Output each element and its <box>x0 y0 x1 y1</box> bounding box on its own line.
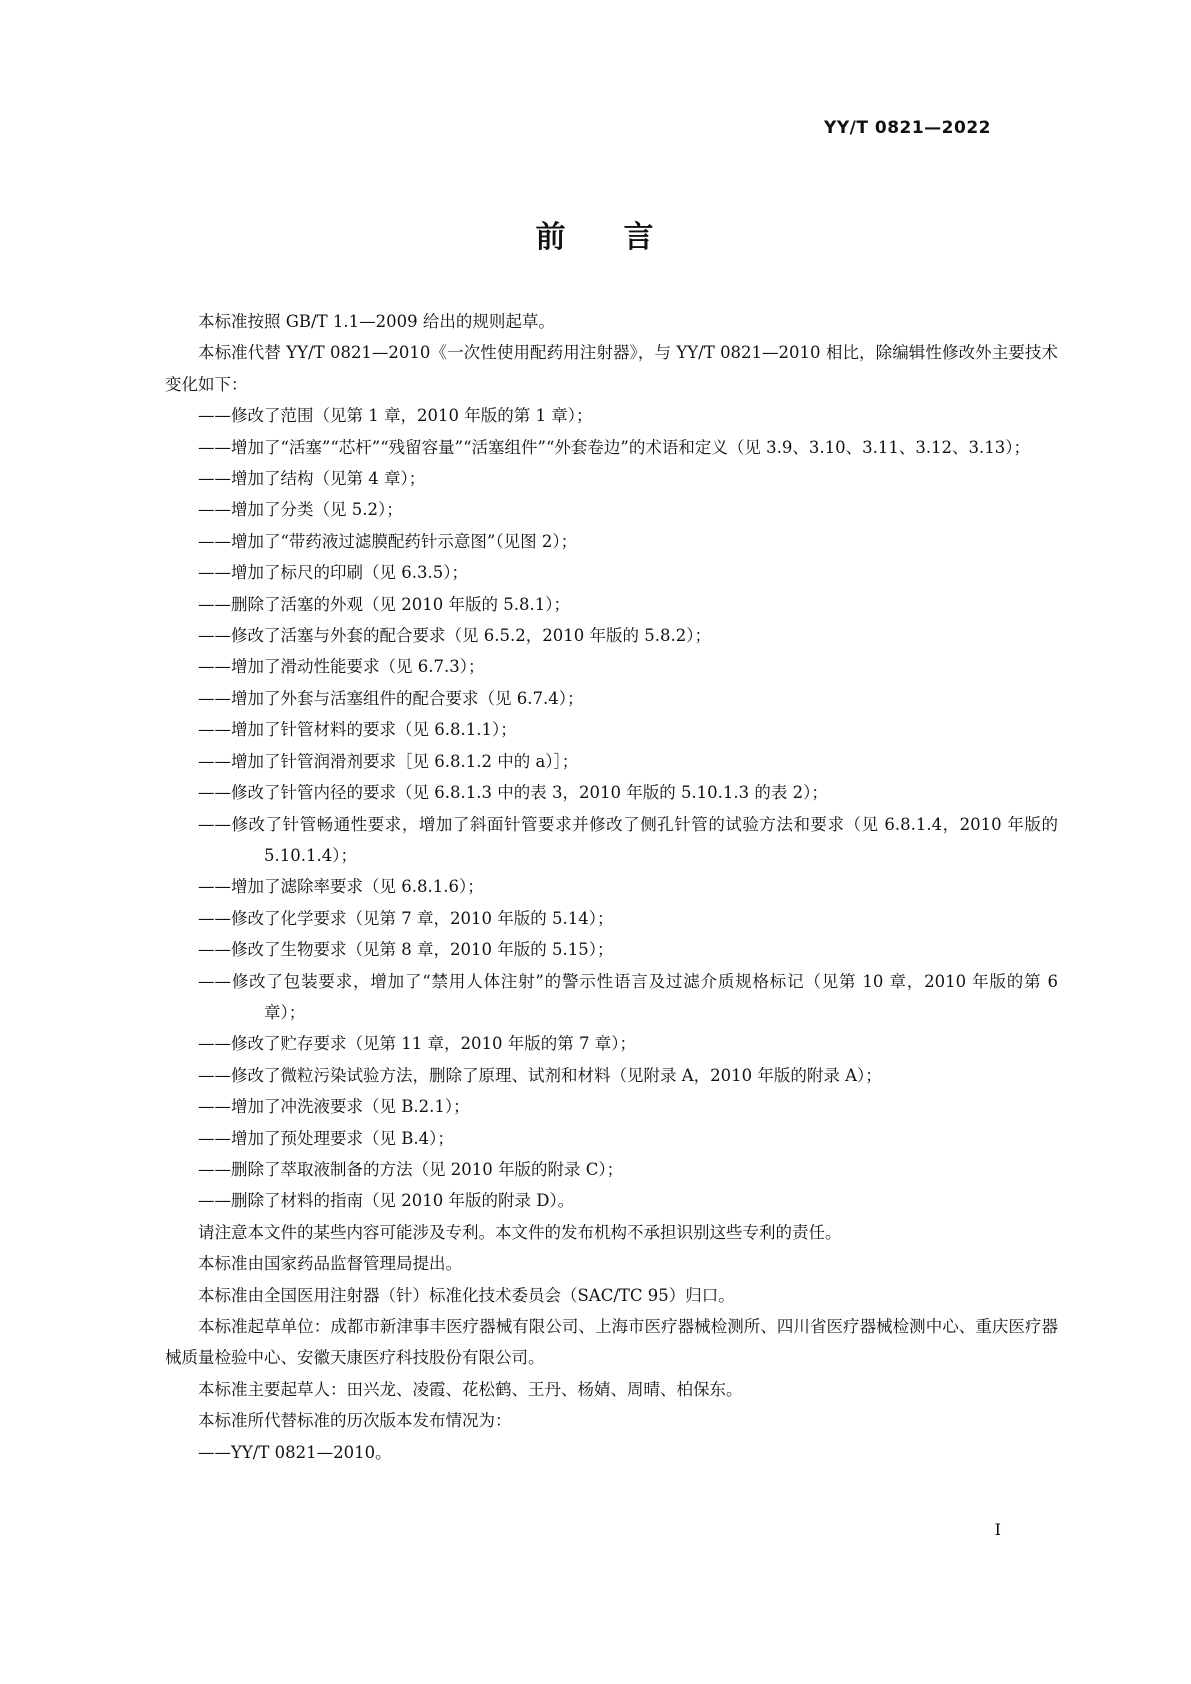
change-item: ——增加了分类（见 5.2）； <box>198 500 403 520</box>
change-item: ——增加了“活塞”“芯杆”“残留容量”“活塞组件”“外套卷边”的术语和定义（见 3.9、3.10、3.11、3.12、3.13）； <box>198 437 1031 457</box>
change-item: ——增加了冲洗液要求（见 B.2.1）； <box>198 1097 470 1117</box>
change-item: ——修改了化学要求（见第 7 章，2010 年版的 5.14）； <box>198 908 614 928</box>
page-title <box>0 212 1191 256</box>
title-char-1: 前 <box>535 220 568 255</box>
change-item: ——增加了“带药液过滤膜配药针示意图”（见图 2）； <box>198 531 578 551</box>
change-item: ——增加了标尺的印刷（见 6.3.5）； <box>198 563 468 583</box>
change-item: ——修改了范围（见第 1 章，2010 年版的第 1 章）； <box>198 406 593 426</box>
change-item: ——增加了外套与活塞组件的配合要求（见 6.7.4）； <box>198 688 584 708</box>
paragraph-patent-notice: 请注意本文件的某些内容可能涉及专利。本文件的发布机构不承担识别这些专利的责任。 <box>198 1222 842 1242</box>
change-item: ——修改了生物要求（见第 8 章，2010 年版的 5.15）； <box>198 940 614 960</box>
change-item: ——增加了滑动性能要求（见 6.7.3）； <box>198 657 485 677</box>
change-item: ——增加了针管润滑剂要求［见 6.8.1.2 中的 a）］； <box>198 751 579 771</box>
change-item: ——删除了萃取液制备的方法（见 2010 年版的附录 C）； <box>198 1159 624 1179</box>
paragraph-drafters: 本标准主要起草人：田兴龙、凌霞、花松鹤、王丹、杨婧、周晴、柏保东。 <box>198 1379 743 1399</box>
paragraph-history-intro: 本标准所代替标准的历次版本发布情况为： <box>198 1411 512 1431</box>
change-item: ——增加了滤除率要求（见 6.8.1.6）； <box>198 877 484 897</box>
history-item: ——YY/T 0821—2010。 <box>198 1442 392 1462</box>
paragraph-drafting-rules: 本标准按照 GB/T 1.1—2009 给出的规则起草。 <box>198 312 555 331</box>
change-item: ——修改了贮存要求（见第 11 章，2010 年版的第 7 章）； <box>198 1034 636 1054</box>
foreword-body <box>165 306 1058 1468</box>
change-item: ——修改了针管畅通性要求，增加了斜面针管要求并修改了侧孔针管的试验方法和要求（见 6.8.1.4，2010 年版的 5.10.1.4）； <box>198 814 1058 865</box>
change-item: ——修改了微粒污染试验方法，删除了原理、试剂和材料（见附录 A，2010 年版的附录 A）； <box>198 1065 882 1085</box>
change-item: ——增加了针管材料的要求（见 6.8.1.1）； <box>198 720 517 740</box>
paragraph-committee: 本标准由全国医用注射器（针）标准化技术委员会（SAC/TC 95）归口。 <box>198 1285 735 1305</box>
page-number: I <box>994 1520 1001 1539</box>
change-item: ——增加了预处理要求（见 B.4）； <box>198 1128 454 1148</box>
paragraph-drafting-units: 本标准起草单位：成都市新津事丰医疗器械有限公司、上海市医疗器械检测所、四川省医疗器械检测中心、重庆医疗器械质量检验中心、安徽天康医疗科技股份有限公司。 <box>165 1317 1058 1368</box>
change-item: ——修改了活塞与外套的配合要求（见 6.5.2，2010 年版的 5.8.2）； <box>198 626 711 646</box>
paragraph-replacement: 本标准代替 YY/T 0821—2010《一次性使用配药用注射器》，与 YY/T 0821—2010 相比，除编辑性修改外主要技术变化如下： <box>165 343 1058 394</box>
standard-code: YY/T 0821—2022 <box>824 118 991 138</box>
change-item: ——修改了包装要求，增加了“禁用人体注射”的警示性语言及过滤介质规格标记（见第 10 章，2010 年版的第 6 章）； <box>198 971 1058 1022</box>
change-item: ——修改了针管内径的要求（见 6.8.1.3 中的表 3，2010 年版的 5.10.1.3 的表 2）； <box>198 783 828 803</box>
change-item: ——增加了结构（见第 4 章）； <box>198 469 426 489</box>
change-item: ——删除了活塞的外观（见 2010 年版的 5.8.1）； <box>198 594 570 614</box>
title-char-2: 言 <box>623 220 656 255</box>
paragraph-proposer: 本标准由国家药品监督管理局提出。 <box>198 1254 462 1274</box>
change-item: ——删除了材料的指南（见 2010 年版的附录 D）。 <box>198 1191 575 1211</box>
